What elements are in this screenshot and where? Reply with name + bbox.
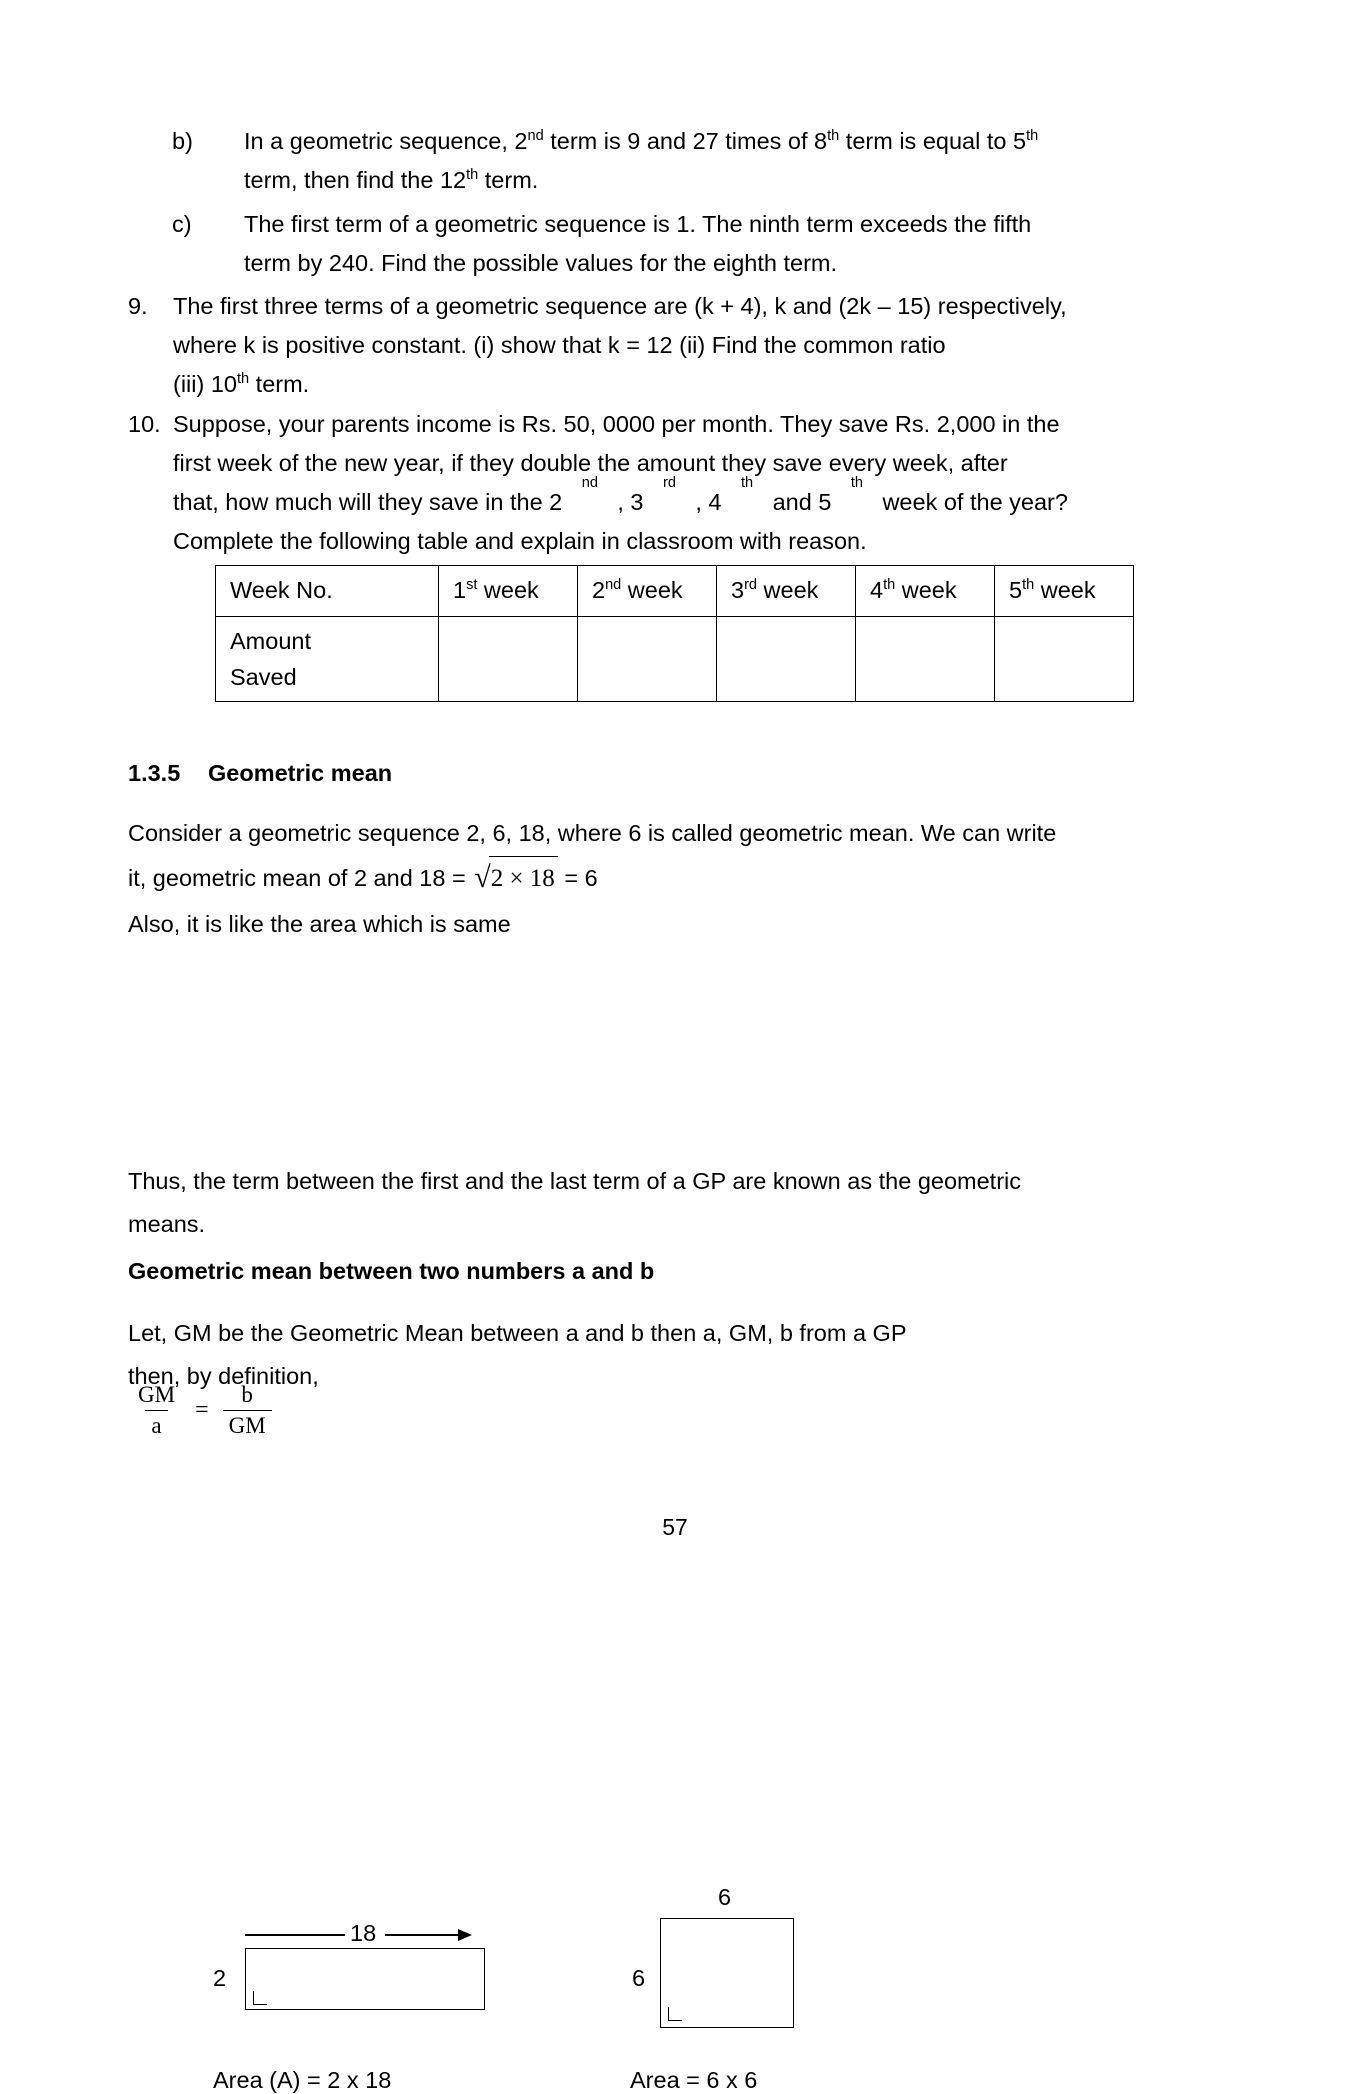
fraction-left-denominator: a: [145, 1410, 167, 1439]
q-b-l1-p1: In a geometric sequence, 2: [244, 128, 528, 154]
hdr5-sup: th: [1022, 577, 1035, 594]
week-savings-table: [215, 565, 1134, 702]
table-cell-week-4[interactable]: [856, 617, 995, 702]
fraction-left-numerator: GM: [138, 1382, 176, 1407]
q-b-l2-sup1: th: [466, 167, 479, 184]
right-rect-side-label: 6: [632, 1965, 646, 1991]
left-dim-arrow-head: [458, 1929, 472, 1941]
table-header-week-no: Week No.: [216, 566, 439, 617]
table-header-week-3: [717, 566, 856, 617]
question-b-text: [244, 122, 1082, 200]
paragraph-1-wrapper: [0, 812, 1350, 900]
q-10-l3-p3: , 4: [695, 489, 722, 515]
left-rect-top-label: 18: [350, 1920, 377, 1946]
paragraph-1-line-1: Consider a geometric sequence 2, 6, 18, where 6 is called geometric mean. We can write: [128, 820, 1057, 846]
q-10-l3-sup3: th: [740, 475, 754, 491]
table-row-label: [216, 617, 439, 702]
q-9-l3-sup: th: [236, 371, 250, 388]
q-10-l3-p5: week of the year?: [882, 489, 1068, 515]
question-c-line-1: The first term of a geometric sequence is 1. The ninth term exceeds the fifth: [244, 211, 1032, 237]
left-rectangle-shape: [245, 1948, 485, 2010]
question-item-10: [0, 405, 1350, 561]
hdr3-pre: 3: [731, 577, 745, 603]
row-label-line-2: Saved: [230, 664, 297, 690]
sqrt-expression: [472, 855, 558, 900]
hdr1-pre: 1: [453, 577, 467, 603]
question-b-line-1: [244, 122, 1082, 161]
table-cell-week-5[interactable]: [995, 617, 1134, 702]
q-b-l1-sup1: nd: [527, 128, 544, 145]
question-9-line-3: [173, 365, 1068, 404]
section-heading-wrapper: [0, 760, 1350, 787]
q-10-l3-p1: that, how much will they save in the 2: [173, 489, 563, 515]
question-c-line-2: term by 240. Find the possible values for the eighth term.: [244, 250, 838, 276]
page-number: 57: [662, 1514, 688, 1540]
fraction-left: [132, 1382, 181, 1440]
table-header-week-2: [578, 566, 717, 617]
table-cell-week-1[interactable]: [439, 617, 578, 702]
equation-wrapper: [0, 1382, 1350, 1440]
question-9-text: [173, 287, 1068, 404]
question-10-line-3: [173, 475, 1068, 522]
hdr5-post: week: [1034, 577, 1096, 603]
question-c-text: [244, 205, 1082, 283]
left-rect-caption: Area (A) = 2 x 18: [213, 2067, 392, 2093]
question-item-c: [0, 205, 1350, 283]
q-10-l3-p2: , 3: [617, 489, 644, 515]
p1-l2-post: = 6: [557, 865, 598, 891]
left-rect-side-label: 2: [213, 1965, 227, 1991]
section-number: 1.3.5: [128, 760, 181, 786]
table-cell-week-3[interactable]: [717, 617, 856, 702]
paragraph-3-line-1: Thus, the term between the first and the last term of a GP are known as the geometric: [128, 1168, 1022, 1194]
paragraph-5-line-1: Let, GM be the Geometric Mean between a and b then a, GM, b from a GP: [128, 1320, 907, 1346]
paragraph-2-wrapper: [0, 903, 1350, 946]
question-b-line-2: [244, 161, 1082, 200]
hdr1-sup: st: [466, 577, 478, 594]
hdr3-sup: rd: [744, 577, 758, 594]
hdr5-pre: 5: [1009, 577, 1023, 603]
p1-l2-pre: it, geometric mean of 2 and 18 =: [128, 865, 473, 891]
fraction-right-numerator: b: [241, 1382, 253, 1407]
paragraph-consider: [128, 812, 1068, 900]
question-b-label: b): [172, 128, 193, 154]
paragraph-5-line-2: then, by definition,: [128, 1363, 319, 1389]
q-b-l1-sup3: th: [1026, 128, 1039, 145]
hdr4-pre: 4: [870, 577, 884, 603]
gm-ratio-equation: [128, 1382, 1350, 1440]
row-label-line-1: Amount: [230, 628, 311, 654]
left-right-angle-marker: [253, 1991, 267, 2005]
table-row: [216, 617, 1134, 702]
radical-symbol: √: [474, 861, 491, 894]
q-10-l3-sup1: nd: [581, 475, 598, 491]
q-10-l3-sup2: rd: [662, 475, 676, 491]
left-dim-line-segment-a: [245, 1934, 345, 1936]
section-heading: [128, 760, 1350, 787]
question-10-line-1: Suppose, your parents income is Rs. 50, 0000 per month. They save Rs. 2,000 in the: [173, 411, 1060, 437]
q-b-l2-p2: term.: [478, 167, 539, 193]
question-10-line-4: Complete the following table and explain in classroom with reason.: [173, 528, 867, 554]
subheading-gm-two-numbers: Geometric mean between two numbers a and b: [128, 1258, 655, 1284]
question-c-label: c): [172, 211, 192, 237]
hdr1-post: week: [477, 577, 539, 603]
table-header-row: [216, 566, 1134, 617]
question-item-b: [0, 122, 1350, 200]
q-10-l3-p4: and 5: [772, 489, 832, 515]
section-title: Geometric mean: [208, 760, 393, 786]
right-right-angle-marker: [668, 2007, 682, 2021]
q-9-l3-p2: term.: [249, 371, 310, 397]
q-b-l1-sup2: th: [827, 128, 840, 145]
hdr4-post: week: [895, 577, 957, 603]
question-9-label: 9.: [128, 293, 148, 319]
hdr2-pre: 2: [592, 577, 606, 603]
question-10-line-2: first week of the new year, if they double the amount they save every week, after: [173, 450, 1008, 476]
q-b-l1-p3: term is equal to 5: [839, 128, 1027, 154]
question-10-text: [173, 405, 1068, 561]
table-header-week-5: [995, 566, 1134, 617]
hdr3-post: week: [757, 577, 819, 603]
fraction-right: [223, 1382, 272, 1440]
subheading-wrapper: [0, 1250, 1350, 1293]
q-10-l3-sup4: th: [850, 475, 863, 491]
right-rect-caption: Area = 6 x 6: [630, 2067, 758, 2093]
week-savings-table-wrapper: [0, 545, 1350, 702]
equals-sign: =: [195, 1397, 209, 1424]
radicand: 2 × 18: [489, 856, 558, 900]
table-header-week-4: [856, 566, 995, 617]
q-b-l2-p1: term, then find the 12: [244, 167, 467, 193]
right-rect-top-label: 6: [718, 1884, 732, 1910]
table-header-week-1: [439, 566, 578, 617]
paragraph-3-line-2: means.: [128, 1211, 206, 1237]
table-cell-week-2[interactable]: [578, 617, 717, 702]
paragraph-3-wrapper: [0, 1160, 1350, 1246]
q-9-l3-p1: (iii) 10: [173, 371, 237, 397]
question-9-line-2: where k is positive constant. (i) show that k = 12 (ii) Find the common ratio: [173, 332, 946, 358]
fraction-right-denominator: GM: [223, 1410, 272, 1439]
q-b-l1-p2: term is 9 and 27 times of 8: [543, 128, 828, 154]
hdr2-post: week: [621, 577, 683, 603]
paragraph-thus: [128, 1160, 1068, 1246]
hdr4-sup: th: [883, 577, 896, 594]
question-9-line-1: The first three terms of a geometric sequence are (k + 4), k and (2k – 15) respectively,: [173, 293, 1067, 319]
paragraph-area-same: Also, it is like the area which is same: [128, 911, 511, 937]
hdr2-sup: nd: [605, 577, 622, 594]
paragraph-1-line-2: [128, 855, 1068, 900]
question-10-label: 10.: [128, 411, 161, 437]
question-item-9: [0, 287, 1350, 404]
